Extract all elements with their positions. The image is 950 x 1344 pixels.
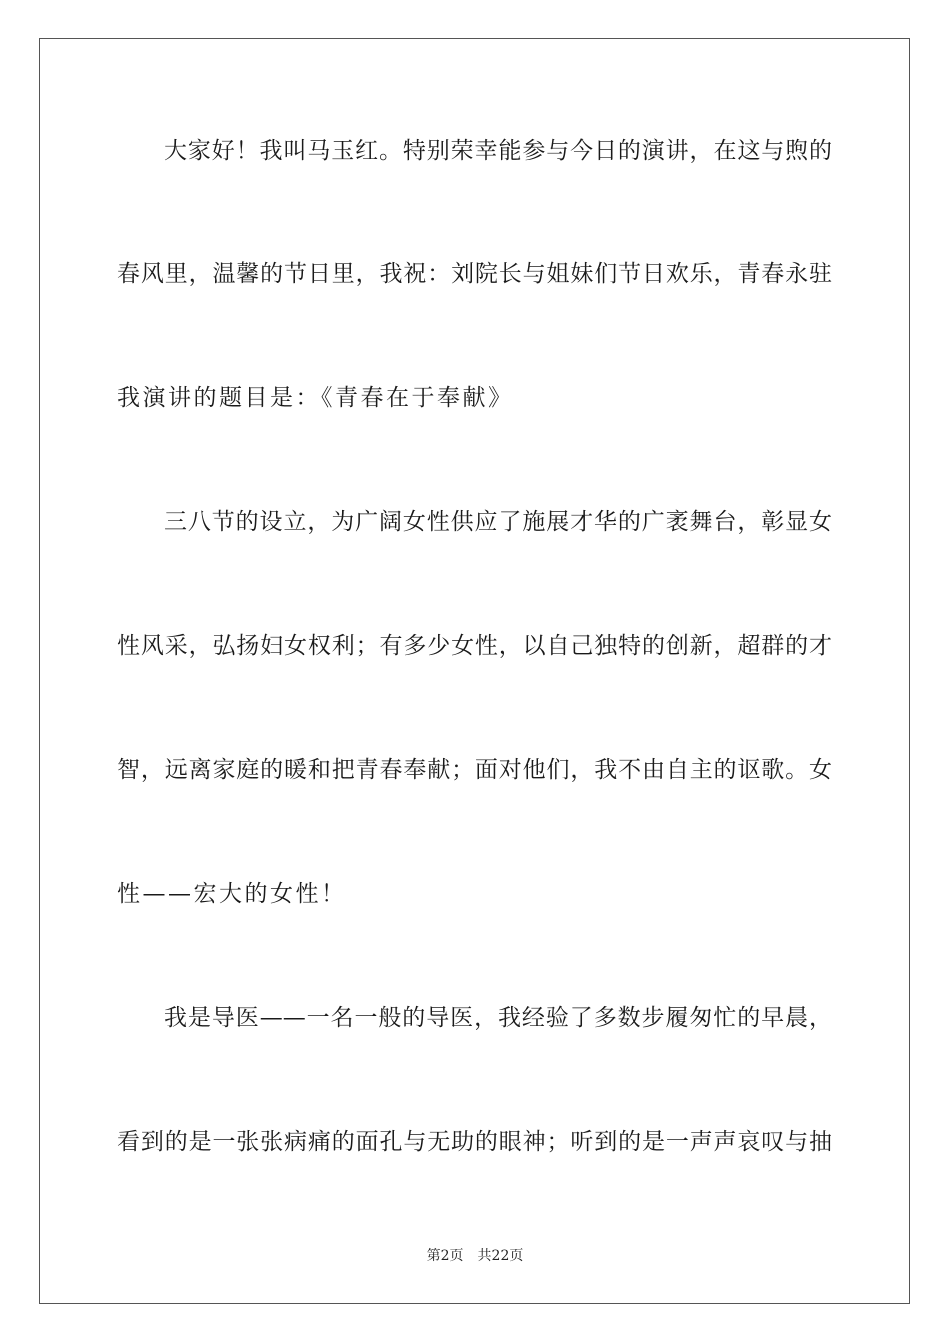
page-total: 共22页 bbox=[477, 1248, 524, 1264]
paragraph-line: 我是导医——一名一般的导医，我经验了多数步履匆忙的早晨， bbox=[164, 1005, 832, 1031]
page-border bbox=[39, 38, 910, 1304]
paragraph-line: 我演讲的题目是：《青春在于奉献》 bbox=[117, 385, 514, 411]
paragraph-line: 三八节的设立，为广阔女性供应了施展才华的广袤舞台，彰显女 bbox=[164, 509, 832, 535]
paragraph-line: 性——宏大的女性！ bbox=[117, 881, 347, 907]
paragraph-line: 大家好！我叫马玉红。特别荣幸能参与今日的演讲，在这与煦的 bbox=[164, 138, 832, 164]
paragraph-line: 智，远离家庭的暖和把青春奉献；面对他们，我不由自主的讴歌。女 bbox=[117, 757, 832, 783]
paragraph-line: 看到的是一张张病痛的面孔与无助的眼神；听到的是一声声哀叹与抽 bbox=[117, 1129, 832, 1155]
page-footer bbox=[0, 1247, 950, 1265]
page-number: 第2页 bbox=[426, 1248, 464, 1264]
paragraph-line: 春风里，温馨的节日里，我祝：刘院长与姐妹们节日欢乐，青春永驻 bbox=[117, 261, 832, 287]
paragraph-line: 性风采，弘扬妇女权利；有多少女性，以自己独特的创新，超群的才 bbox=[117, 633, 832, 659]
